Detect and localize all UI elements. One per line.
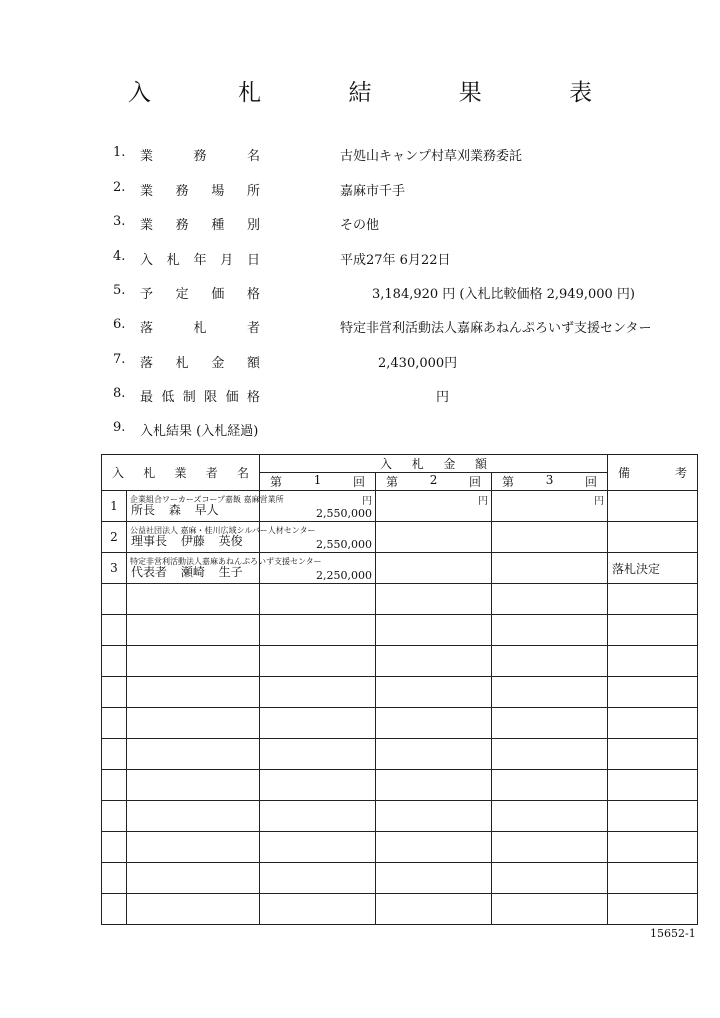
table-row xyxy=(102,770,698,801)
table-cell xyxy=(127,615,260,646)
bid-amount-round-1: 円 2,550,000 xyxy=(260,491,376,522)
table-cell xyxy=(608,646,698,677)
table-cell xyxy=(127,739,260,770)
item-value: 2,430,000円 xyxy=(378,356,458,371)
table-cell xyxy=(376,832,492,863)
item-row xyxy=(0,386,720,408)
table-cell xyxy=(608,708,698,739)
table-cell xyxy=(376,584,492,615)
table-cell xyxy=(608,677,698,708)
item-number: 8. xyxy=(113,386,126,401)
bidder-cell xyxy=(127,553,322,584)
table-cell xyxy=(608,584,698,615)
table-cell xyxy=(492,770,608,801)
item-value: 3,184,920 円 (入札比較価格 2,949,000 円) xyxy=(372,287,635,302)
table-cell xyxy=(102,770,127,801)
item-number: 4. xyxy=(113,249,126,264)
table-cell xyxy=(127,708,260,739)
bidder-company: 公益社団法人 嘉麻・桂川広域シルバー人材センター xyxy=(130,526,316,535)
bid-amount-round-3: 円 xyxy=(492,491,608,522)
item-row xyxy=(0,145,720,167)
header-round-3: 第 3 回 xyxy=(492,473,608,491)
bid-amount-round-1: 2,550,000 xyxy=(260,522,376,553)
table-row xyxy=(102,646,698,677)
table-cell xyxy=(102,863,127,894)
item-row xyxy=(0,180,720,202)
table-cell xyxy=(127,801,260,832)
table-cell xyxy=(608,739,698,770)
table-row xyxy=(102,832,698,863)
table-cell xyxy=(127,677,260,708)
table-cell xyxy=(492,708,608,739)
item-row xyxy=(0,420,720,442)
item-value: 嘉麻市千手 xyxy=(340,184,406,199)
table-cell xyxy=(102,677,127,708)
bid-amount-round-1: 2,250,000 xyxy=(260,553,376,584)
item-number: 3. xyxy=(113,214,126,229)
bidder-representative: 代表者 瀬崎 生子 xyxy=(131,565,243,579)
header-remarks: 備 考 xyxy=(608,455,698,491)
remark-cell xyxy=(608,522,698,553)
table-cell xyxy=(608,801,698,832)
table-cell xyxy=(376,863,492,894)
table-cell xyxy=(260,584,376,615)
item-label: 予 定 価 格 xyxy=(140,287,260,302)
table-row xyxy=(102,677,698,708)
item-row xyxy=(0,352,720,374)
table-cell xyxy=(102,584,127,615)
table-cell xyxy=(608,615,698,646)
item-value: 平成27年 6月22日 xyxy=(340,253,451,268)
table-cell xyxy=(492,615,608,646)
bid-results-table xyxy=(101,454,698,925)
header-bidder: 入 札 業 者 名 xyxy=(102,455,260,491)
table-cell xyxy=(376,739,492,770)
item-number: 6. xyxy=(113,317,126,332)
table-cell xyxy=(102,615,127,646)
table-cell xyxy=(608,863,698,894)
item-value: 古処山キャンプ村草刈業務委託 xyxy=(340,149,523,164)
item-number: 2. xyxy=(113,180,126,195)
table-cell xyxy=(376,646,492,677)
table-row xyxy=(102,739,698,770)
table-cell xyxy=(127,832,260,863)
remark-cell: 落札決定 xyxy=(608,553,698,584)
table-cell xyxy=(608,894,698,925)
bid-amount-round-2: 円 xyxy=(376,491,492,522)
item-value: その他 xyxy=(340,218,380,233)
row-index: 2 xyxy=(102,522,127,553)
table-cell xyxy=(260,801,376,832)
table-cell xyxy=(608,832,698,863)
table-cell xyxy=(260,863,376,894)
item-label: 落 札 金 額 xyxy=(140,356,260,371)
table-cell xyxy=(127,646,260,677)
table-cell xyxy=(492,832,608,863)
table-cell xyxy=(376,770,492,801)
table-row xyxy=(102,894,698,925)
header-round-2: 第 2 回 xyxy=(376,473,492,491)
table-cell xyxy=(102,894,127,925)
table-cell xyxy=(102,832,127,863)
bidder-cell xyxy=(127,522,316,553)
item-number: 5. xyxy=(113,283,126,298)
item-label: 業 務 場 所 xyxy=(140,184,260,199)
bidder-company: 企業組合ワーカーズコープ嘉飯 嘉麻営業所 xyxy=(130,495,284,504)
table-row xyxy=(102,522,698,553)
table-cell xyxy=(376,708,492,739)
table-cell xyxy=(127,770,260,801)
remark-cell xyxy=(608,491,698,522)
table-cell xyxy=(127,863,260,894)
document-number: 15652-1 xyxy=(650,927,696,940)
table-cell xyxy=(260,770,376,801)
bid-amount-round-3 xyxy=(492,522,608,553)
table-row xyxy=(102,801,698,832)
bidder-company: 特定非営利活動法人嘉麻あねんぷろいず支援センター xyxy=(130,557,322,566)
table-cell xyxy=(608,770,698,801)
row-index: 1 xyxy=(102,491,127,522)
bid-amount-round-3 xyxy=(492,553,608,584)
item-label: 入 札 年 月 日 xyxy=(140,253,260,268)
table-cell xyxy=(260,708,376,739)
item-value: 特定非営利活動法人嘉麻あねんぷろいず支援センター xyxy=(340,321,652,336)
header-round-1: 第 1 回 xyxy=(260,473,376,491)
table-cell xyxy=(260,894,376,925)
table-cell xyxy=(260,677,376,708)
table-cell xyxy=(492,646,608,677)
bidder-representative: 所長 森 早人 xyxy=(131,503,219,517)
table-cell xyxy=(260,739,376,770)
table-cell xyxy=(260,615,376,646)
item-label: 最 低 制 限 価 格 xyxy=(140,390,260,405)
header-amount: 入 札 金 額 xyxy=(260,455,608,473)
item-row xyxy=(0,317,720,339)
bid-amount-round-2 xyxy=(376,522,492,553)
item-label: 落 札 者 xyxy=(140,321,260,336)
table-row xyxy=(102,708,698,739)
table-cell xyxy=(492,677,608,708)
table-cell xyxy=(376,677,492,708)
item-label: 業 務 名 xyxy=(140,149,260,164)
table-cell xyxy=(492,739,608,770)
table-cell xyxy=(102,801,127,832)
item-number: 9. xyxy=(113,420,126,435)
table-row xyxy=(102,584,698,615)
item-label: 業 務 種 別 xyxy=(140,218,260,233)
table-cell xyxy=(102,646,127,677)
bidder-representative: 理事長 伊藤 英俊 xyxy=(131,534,243,548)
table-cell xyxy=(260,646,376,677)
table-cell xyxy=(492,801,608,832)
item-row xyxy=(0,283,720,305)
page-title: 入 札 結 果 表 xyxy=(127,80,633,106)
table-cell xyxy=(127,584,260,615)
table-row xyxy=(102,615,698,646)
table-cell xyxy=(260,832,376,863)
table-cell xyxy=(376,615,492,646)
item-number: 1. xyxy=(113,145,126,160)
table-row xyxy=(102,553,698,584)
table-row xyxy=(102,491,698,522)
item-row xyxy=(0,214,720,236)
table-cell xyxy=(492,863,608,894)
bidder-cell xyxy=(127,491,284,522)
table-cell xyxy=(102,739,127,770)
item-label: 入札結果 (入札経過) xyxy=(140,424,259,439)
table-cell xyxy=(376,801,492,832)
table-cell xyxy=(376,894,492,925)
table-row xyxy=(102,863,698,894)
item-value: 円 xyxy=(436,390,450,405)
table-cell xyxy=(492,894,608,925)
table-cell xyxy=(127,894,260,925)
item-number: 7. xyxy=(113,352,126,367)
bid-amount-round-2 xyxy=(376,553,492,584)
table-cell xyxy=(102,708,127,739)
table-cell xyxy=(492,584,608,615)
item-row xyxy=(0,249,720,271)
row-index: 3 xyxy=(102,553,127,584)
